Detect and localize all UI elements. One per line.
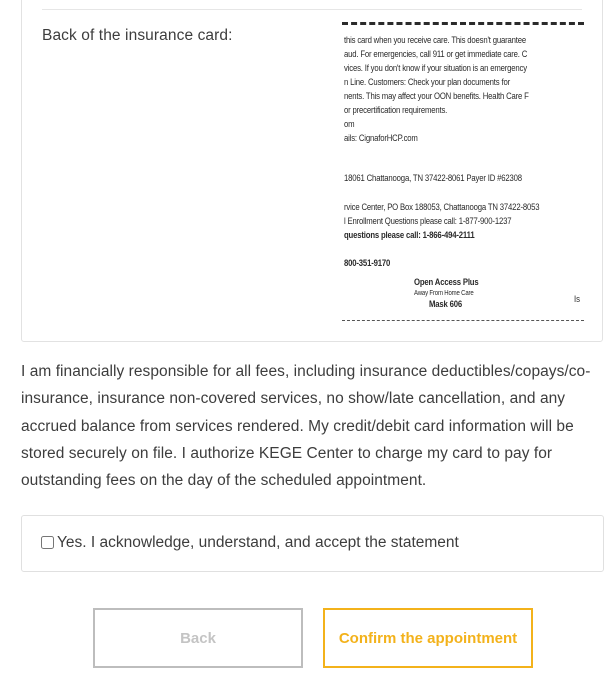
card-text-line: or precertification requirements. <box>344 105 448 115</box>
card-text-line: om <box>344 119 355 129</box>
acknowledgement-box <box>21 515 604 572</box>
financial-responsibility-statement: I am financially responsible for all fees, including insurance deductibles/copays/co-insurance, insurance non-covered services, no show/late cancellation, and any accrued balance from services rendered. My credit/debit card information will be stored securely on file. I authorize KEGE Center to charge my card to pay for outstanding fees on the day of the scheduled appointment. <box>21 363 591 490</box>
back-button-label: Back <box>180 629 216 647</box>
card-text-line: nents. This may affect your OON benefits. Health Care F <box>344 91 529 101</box>
acknowledge-label[interactable]: Yes. I acknowledge, understand, and accept the statement <box>57 534 459 551</box>
card-text-line: questions please call: 1-866-494-2111 <box>344 230 475 240</box>
card-text-fragment: Is <box>574 294 581 304</box>
card-cut-line-top <box>342 22 584 25</box>
card-text-line: aud. For emergencies, call 911 or get immediate care. C <box>344 49 528 59</box>
card-text-line: ails: CignaforHCP.com <box>344 133 418 143</box>
card-text-line: 800-351-9170 <box>344 258 391 268</box>
card-text-line: n Line. Customers: Check your plan documents for <box>344 77 510 87</box>
insurance-card-back-image <box>342 20 584 326</box>
insurance-card-back-label: Back of the insurance card: <box>42 27 233 44</box>
card-plan-name: Open Access Plus <box>414 277 479 287</box>
card-cut-line-bottom <box>342 320 584 321</box>
back-button[interactable] <box>93 608 303 668</box>
card-text-line: vices. If you don't know if your situation is an emergency <box>344 63 527 73</box>
card-plan-code: Mask 606 <box>429 299 463 309</box>
card-text-line: this card when you receive care. This doesn't guarantee <box>344 35 527 45</box>
card-plan-subtitle: Away From Home Care <box>414 290 474 297</box>
card-text-line: rvice Center, PO Box 188053, Chattanooga TN 37422-8053 <box>344 202 540 212</box>
divider <box>42 9 582 10</box>
confirm-appointment-button[interactable] <box>323 608 533 668</box>
confirm-button-label: Confirm the appointment <box>338 629 518 647</box>
card-text-line: l Enrollment Questions please call: 1-877-900-1237 <box>344 216 512 226</box>
card-text-line: 18061 Chattanooga, TN 37422-8061 Payer ID #62308 <box>344 173 522 183</box>
acknowledge-checkbox[interactable] <box>41 536 54 549</box>
insurance-card-panel <box>21 0 603 342</box>
